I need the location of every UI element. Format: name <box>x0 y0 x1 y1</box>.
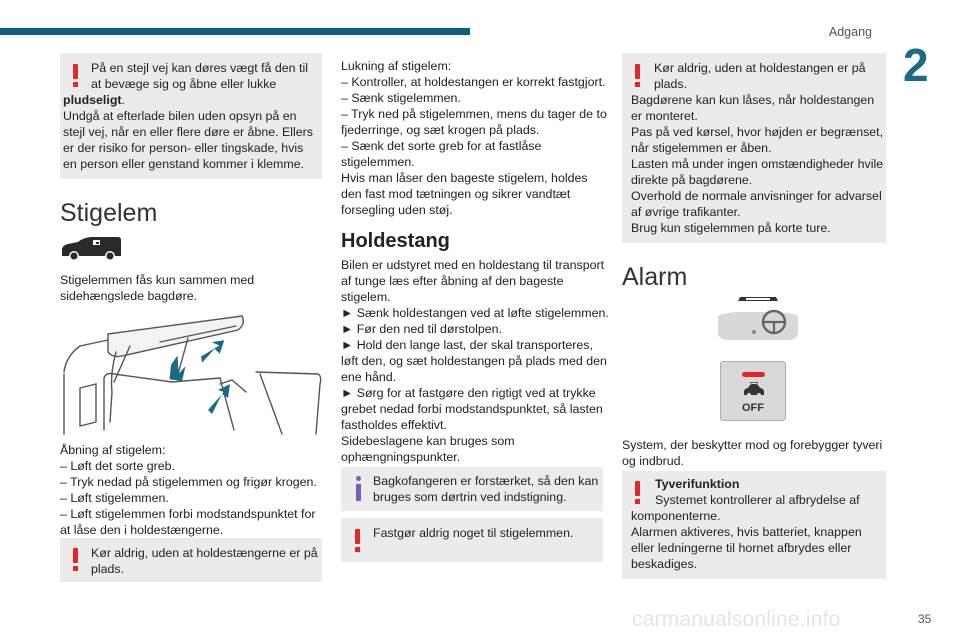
warning-line: når stigelemmen er åben. <box>631 141 772 155</box>
holdestang-line: Bilen er udstyret med en holdestang til transport <box>341 258 605 272</box>
warning-box-holdestaenger <box>60 538 322 582</box>
warning-icon <box>635 481 640 505</box>
warning-line: På en stejl vej kan døres vægt få den til <box>91 61 308 75</box>
holdestang-line: løft den, og sæt holdestangen på plads med den <box>341 354 607 368</box>
opening-line: at låse den i holdestængerne. <box>60 523 224 537</box>
warning-line: beskadiges. <box>631 557 698 571</box>
bold-word: pludseligt <box>63 93 122 107</box>
closing-line: – Sænk det sorte greb for at fastlåse <box>341 139 542 153</box>
opening-line: – Løft det sorte greb. <box>60 459 176 473</box>
warning-line: eller ledningerne til hornet afbrydes eller <box>631 541 852 555</box>
tailgate-illustration <box>60 312 322 438</box>
warning-line: komponenterne. <box>631 509 721 523</box>
closing-line: Lukning af stigelem: <box>341 59 452 73</box>
warning-line: en person eller genstand kommer i klemme. <box>63 157 305 171</box>
info-line: Bagkofangeren er forstærket, så den kan <box>373 474 599 488</box>
holdestang-line: ophængningspunkter. <box>341 450 461 464</box>
heading-stigelem: Stigelem <box>60 199 158 227</box>
warning-line: stejl vej, når en eller flere døre er åbne. Ellers <box>63 125 313 139</box>
alarm-off-button <box>720 361 786 421</box>
holdestang-line: ene hånd. <box>341 370 397 384</box>
warning-box-door-weight <box>60 53 322 179</box>
chapter-number: 2 <box>903 39 929 91</box>
warning-line: af øvrige trafikanter. <box>631 205 741 219</box>
closing-line: – Kontroller, at holdestangen er korrekt fastgjort. <box>341 75 606 89</box>
warning-line: at bevæge sig og åbne eller lukke <box>91 77 277 91</box>
warning-icon <box>635 64 640 88</box>
page-number: 35 <box>918 612 932 626</box>
closing-line: fjederringe, og sæt krogen på plads. <box>341 123 540 137</box>
holdestang-line: ► Hold den lange last, der skal transporteres, <box>341 338 593 352</box>
heading-holdestang: Holdestang <box>341 230 450 252</box>
off-label: OFF <box>742 402 764 414</box>
warning-line: Kør aldrig, uden at holdestængerne er på <box>91 546 318 560</box>
warning-line: Lasten må under ingen omstændigheder hvile <box>631 157 884 171</box>
warning-line: Kør aldrig, uden at holdestangen er på <box>654 61 866 75</box>
holdestang-line: af tunge læs efter åbning af den bageste <box>341 274 564 288</box>
holdestang-line: Sidebeslagene kan bruges som <box>341 434 515 448</box>
warning-line: Brug kun stigelemmen på korte ture. <box>631 221 831 235</box>
closing-line: den fast mod tætningen og sikrer vandtæt <box>341 187 571 201</box>
opening-line: – Løft stigelemmen forbi modstandspunktet for <box>60 507 316 521</box>
warning-line: Undgå at efterlade bilen uden opsyn på en <box>63 109 297 123</box>
alarm-intro: System, der beskytter mod og forebygger tyveri <box>622 438 883 452</box>
info-box-bagkofanger <box>341 467 603 511</box>
warning-line-bold <box>63 92 125 108</box>
opening-line: – Tryk nedad på stigelemmen og frigør krogen. <box>60 475 317 489</box>
warning-line: Bagdørene kan kun låses, når holdestangen <box>631 93 875 107</box>
closing-line: stigelemmen. <box>341 155 415 169</box>
warning-box-fastgoer <box>341 518 603 562</box>
closing-line: – Tryk ned på stigelemmen, mens du tager de to <box>341 107 607 121</box>
warning-line: Overhold de normale anvisninger for advarsel <box>631 189 882 203</box>
warning-line: Alarmen aktiveres, hvis batteriet, knappen <box>631 525 862 539</box>
car-alarm-icon <box>741 382 767 398</box>
watermark: carmanualsonline.info <box>632 608 841 631</box>
holdestang-line: fastholdes effektivt. <box>341 418 447 432</box>
warning-line: Systemet kontrollerer al afbrydelse af <box>655 493 860 507</box>
bold-suffix: . <box>121 93 125 107</box>
warning-box-holdestang <box>622 53 886 243</box>
warning-line: Pas på ved kørsel, hvor højden er begrænset, <box>631 125 884 139</box>
van-icon <box>60 236 122 262</box>
holdestang-line: stigelem. <box>341 290 391 304</box>
dashboard-steering-icon <box>716 296 800 342</box>
top-accent-bar <box>0 28 470 35</box>
warning-line: direkte på bagdørene. <box>631 173 753 187</box>
holdestang-line: ► Før den ned til dørstolpen. <box>341 322 503 336</box>
info-line: bruges som dørtrin ved indstigning. <box>373 490 567 504</box>
warning-line: plads. <box>91 562 125 576</box>
warning-icon <box>73 64 78 88</box>
alarm-intro: og indbrud. <box>622 454 685 468</box>
stigelem-intro: Stigelemmen fås kun sammen med <box>60 273 255 287</box>
button-led <box>742 372 765 377</box>
warning-title: Tyverifunktion <box>655 477 740 491</box>
holdestang-line: ► Sørg for at fastgøre den rigtigt ved at trykke <box>341 386 596 400</box>
heading-alarm: Alarm <box>622 263 688 291</box>
holdestang-line: grebet nedad forbi modstandspunktet, så lasten <box>341 402 603 416</box>
section-title: Adgang <box>828 25 872 39</box>
holdestang-line: ► Sænk holdestangen ved at løfte stigelemmen. <box>341 306 609 320</box>
closing-line: forsegling uden støj. <box>341 203 453 217</box>
warning-box-tyverifunktion <box>622 471 886 579</box>
closing-line: Hvis man låser den bageste stigelem, holdes <box>341 171 588 185</box>
warning-icon <box>355 529 360 553</box>
closing-line: – Sænk stigelemmen. <box>341 91 461 105</box>
warning-line: er der risiko for person- eller tingskade, hvis <box>63 141 304 155</box>
stigelem-intro: sidehængslede bagdøre. <box>60 289 198 303</box>
warning-line: plads. <box>654 77 688 91</box>
info-icon <box>356 476 362 500</box>
warning-icon <box>73 548 78 572</box>
opening-line: – Løft stigelemmen. <box>60 491 169 505</box>
opening-line: Åbning af stigelem: <box>60 443 166 457</box>
warning-line: Fastgør aldrig noget til stigelemmen. <box>373 526 574 540</box>
warning-line: er monteret. <box>631 109 698 123</box>
